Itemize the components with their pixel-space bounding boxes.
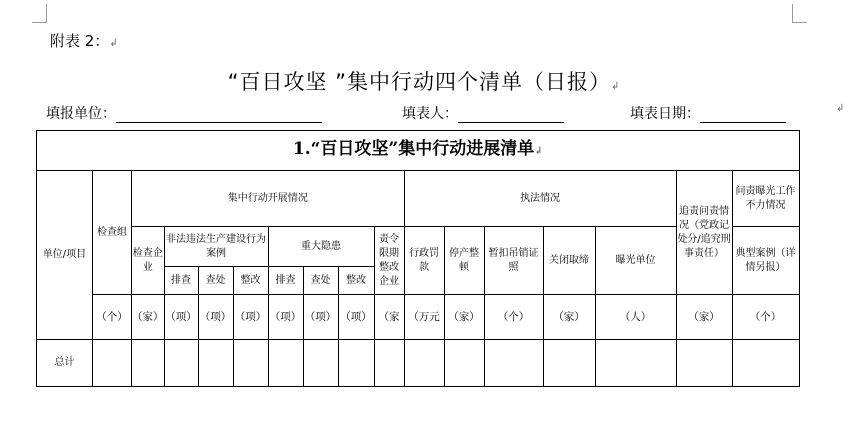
date-field [630, 103, 786, 123]
header-typical-cases: 典型案例（详情另报） [732, 227, 799, 295]
header-suspend: 停产整顿 [444, 227, 484, 295]
unit-cell: （项） [268, 295, 303, 340]
page-corner-mark-right [792, 4, 807, 23]
total-cell[interactable] [93, 340, 132, 387]
unit-cell: （个） [93, 295, 132, 340]
unit-cell: （家） [132, 295, 165, 340]
date-blank [700, 108, 786, 123]
header-unit-item: 单位/项目 [37, 171, 93, 340]
total-cell[interactable] [676, 340, 732, 387]
reporter-unit-blank [116, 108, 322, 123]
total-cell[interactable] [164, 340, 198, 387]
subheader-investigate: 排查 [164, 267, 198, 295]
total-cell[interactable] [444, 340, 484, 387]
subheader-rectify: 整改 [338, 267, 374, 295]
progress-list-table [36, 130, 800, 387]
total-cell[interactable] [732, 340, 799, 387]
unit-cell: （项） [233, 295, 268, 340]
unit-cell: （人） [595, 295, 676, 340]
reporter-unit-field [46, 103, 322, 123]
document-title: “百日攻坚 ”集中行动四个清单（日报）↲ [227, 70, 621, 94]
unit-cell: （项） [198, 295, 233, 340]
subheader-investigate: 排查 [268, 267, 303, 295]
total-cell[interactable] [543, 340, 595, 387]
header-illegal-cases: 非法违法生产建设行为案例 [164, 227, 268, 267]
paragraph-mark: ↲ [534, 146, 543, 157]
unit-cell: （家） [676, 295, 732, 340]
total-cell[interactable] [198, 340, 233, 387]
unit-cell: （项） [338, 295, 374, 340]
page-corner-mark-left [32, 4, 47, 23]
date-label: 填表日期： [630, 106, 700, 122]
unit-cell: （家） [543, 295, 595, 340]
table-title: 1.“百日攻坚”集中行动进展清单↲ [37, 131, 800, 171]
header-campaign-status: 集中行动开展情况 [132, 171, 405, 227]
unit-cell: （个） [732, 295, 799, 340]
total-cell[interactable] [404, 340, 444, 387]
unit-cell: （项） [303, 295, 338, 340]
subheader-handle: 查处 [303, 267, 338, 295]
header-revoke-license: 暂扣吊销证照 [484, 227, 543, 295]
unit-cell: （家） [444, 295, 484, 340]
total-row [37, 340, 800, 387]
header-ordered-rectify: 责令限期整改企业 [374, 227, 404, 295]
header-exposure: 问责曝光工作不力情况 [732, 171, 799, 227]
filler-label: 填表人： [402, 106, 458, 122]
total-cell[interactable] [132, 340, 165, 387]
total-cell[interactable] [338, 340, 374, 387]
total-cell[interactable] [303, 340, 338, 387]
header-close: 关闭取缔 [543, 227, 595, 295]
unit-cell: （万元 [404, 295, 444, 340]
total-cell[interactable] [374, 340, 404, 387]
total-cell[interactable] [595, 340, 676, 387]
unit-cell: （个） [484, 295, 543, 340]
subheader-rectify: 整改 [233, 267, 268, 295]
reporter-unit-label: 填报单位： [46, 106, 116, 122]
total-cell[interactable] [233, 340, 268, 387]
paragraph-mark: ↲ [611, 81, 621, 92]
total-label: 总计 [37, 340, 93, 387]
paragraph-mark: ↲ [836, 103, 845, 114]
unit-cell: （项） [164, 295, 198, 340]
paragraph-mark: ↲ [109, 38, 118, 49]
header-inspected-enterprises: 检查企业 [132, 227, 165, 295]
header-accountability: 追责问责情况（党政记处分/追究刑事责任） [676, 171, 732, 295]
header-major-hazards: 重大隐患 [268, 227, 374, 267]
filler-field [402, 103, 564, 123]
subheader-handle: 查处 [198, 267, 233, 295]
filler-blank [458, 108, 564, 123]
total-cell[interactable] [484, 340, 543, 387]
total-cell[interactable] [268, 340, 303, 387]
unit-cell: （家 [374, 295, 404, 340]
header-inspection-group: 检查组 [93, 171, 132, 295]
header-exposed-units: 曝光单位 [595, 227, 676, 295]
header-enforcement-status: 执法情况 [404, 171, 676, 227]
header-admin-fine: 行政罚款 [404, 227, 444, 295]
appendix-label: 附表 2：↲ [50, 32, 118, 50]
